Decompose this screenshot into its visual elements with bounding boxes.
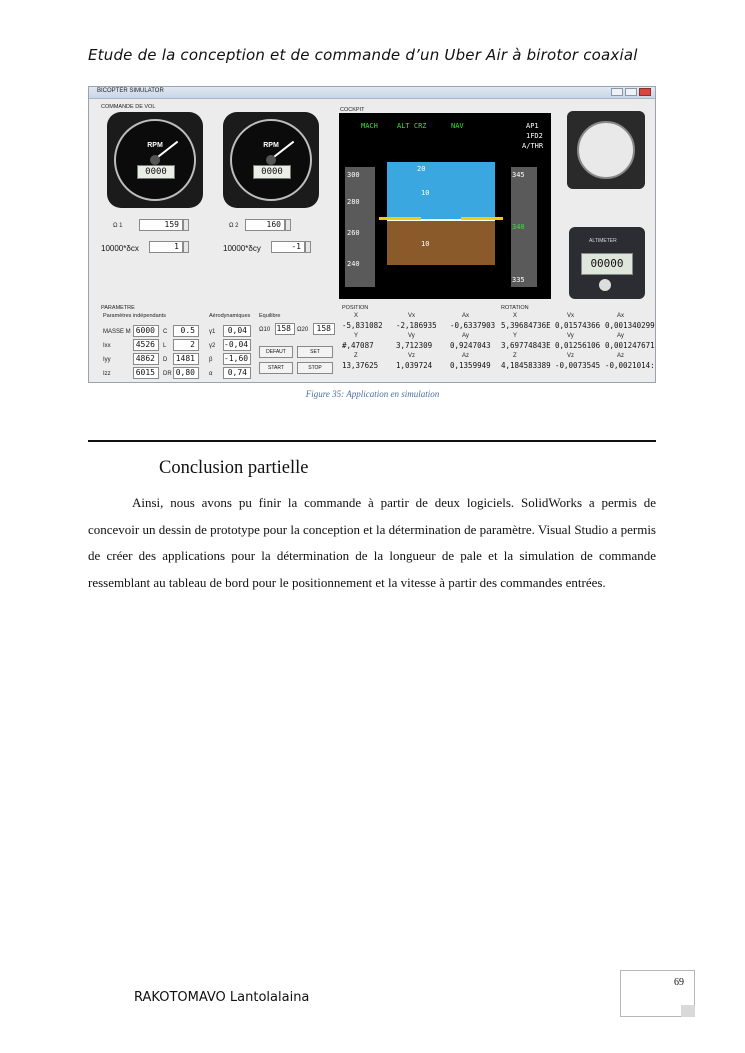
position-column-header: Ay [462, 333, 469, 339]
alt-tick: 335 [512, 276, 525, 284]
rotation-column-header: Vy [567, 333, 574, 339]
speed-tape [345, 167, 375, 287]
rotation-column-header: Vx [567, 313, 575, 319]
param-input[interactable]: 0,74 [223, 367, 251, 379]
eq-omega20-label: Ω20 [297, 327, 309, 333]
section-paragraph: Ainsi, nous avons pu finir la commande à partir de deux logiciels. SolidWorks a permis de concevoir un dessin de prototype pour la conception et la détermination de paramètre. Visual Studio a permis de créer des applications pour la détermination de la longueur de pale et la simulation de commande ressemblant au tableau de bord pour le positionnement et la vitesse à partir des commandes entrées. [88, 495, 656, 590]
fma-ap1: AP1 [526, 122, 539, 130]
rotation-column-header: Y [513, 333, 518, 339]
pitch-label: 10 [421, 240, 430, 248]
start-button[interactable]: START [259, 362, 293, 374]
position-value: #,47087 [342, 341, 374, 350]
footer-author: RAKOTOMAVO Lantolalaina [134, 990, 310, 1005]
rpm-gauge-2 [223, 112, 319, 208]
figure-caption: Figure 35: Application en simulation [305, 389, 440, 399]
eq-omega10-input[interactable]: 158 [275, 323, 295, 335]
gauge-lcd-display: 0000 [137, 165, 175, 179]
page-number: 69 [674, 977, 684, 988]
rotation-column-header: Ay [617, 333, 624, 339]
aircraft-symbol-right [461, 217, 503, 220]
alt-readout: 340 [512, 223, 525, 231]
fma-mach: MACH [361, 122, 378, 130]
cy-input[interactable]: -1 [271, 241, 305, 253]
primary-flight-display [339, 113, 551, 299]
param-input[interactable]: -1,60 [223, 353, 251, 365]
rotation-value: 3,69774843E [501, 341, 551, 350]
altimeter-lcd: 00000 [581, 253, 633, 275]
param-input[interactable]: -0,04 [223, 339, 251, 351]
rotation-value: -0,0021014: [605, 361, 655, 370]
gauge-hub [150, 155, 160, 165]
param-label: D [163, 357, 168, 363]
param-input[interactable]: 0,80 [173, 367, 199, 379]
param-label: DR [163, 371, 172, 377]
position-value: -5,831082 [342, 321, 383, 330]
eq-omega10-label: Ω10 [259, 327, 271, 333]
param-label: α [209, 371, 213, 377]
cy-spinner[interactable] [305, 241, 311, 253]
rotation-value: 0,01256106 [555, 341, 601, 350]
position-value: -2,186935 [396, 321, 437, 330]
param-label: Iyy [103, 357, 111, 363]
rotation-value: 4,184583389 [501, 361, 551, 370]
rotation-column-header: Ax [617, 313, 625, 319]
cx-spinner[interactable] [183, 241, 189, 253]
param-label: γ2 [209, 343, 216, 349]
omega2-spinner[interactable] [285, 219, 291, 231]
fma-nav: NAV [451, 122, 464, 130]
fma-fd: 1FD2 [526, 132, 543, 140]
position-title: POSITION [342, 305, 369, 311]
cy-label: 10000*δcy [223, 244, 261, 253]
eq-omega20-input[interactable]: 158 [313, 323, 335, 335]
pitch-label: 20 [417, 165, 426, 173]
position-column-header: Y [354, 333, 359, 339]
gauge-rpm-label: RPM [263, 142, 279, 149]
speed-tick: 260 [347, 229, 360, 237]
position-column-header: X [354, 313, 359, 319]
rotation-value: 0,001247671 [605, 341, 655, 350]
omega1-input[interactable]: 159 [139, 219, 183, 231]
window-title: BICOPTER SIMULATOR [97, 88, 164, 94]
param-label: C [163, 329, 168, 335]
param-input[interactable]: 6000 [133, 325, 159, 337]
section-divider [88, 440, 656, 442]
aircraft-symbol-left [379, 217, 421, 220]
param-label: β [209, 357, 213, 363]
window-titlebar [89, 87, 655, 99]
position-value: -0,6337903 [450, 321, 496, 330]
param-input[interactable]: 2 [173, 339, 199, 351]
omega1-spinner[interactable] [183, 219, 189, 231]
position-value: 3,712309 [396, 341, 433, 350]
rotation-title: ROTATION [501, 305, 529, 311]
parametre-sub3: Equilibre [259, 313, 281, 319]
speed-tick: 280 [347, 198, 360, 206]
simulator-screenshot-figure [88, 86, 656, 383]
rotation-column-header: Vz [567, 353, 575, 359]
param-input[interactable]: 6015 [133, 367, 159, 379]
altimeter-instrument [569, 227, 645, 299]
param-label: L [163, 343, 167, 349]
rotation-value: 0,01574366 [555, 321, 601, 330]
omega2-label: Ω 2 [229, 223, 239, 229]
position-column-header: Vz [408, 353, 416, 359]
page-fold-corner [681, 1005, 695, 1017]
param-label: MASSE M [103, 329, 131, 335]
rotation-value: -0,0073545 [555, 361, 601, 370]
minimize-button[interactable] [611, 88, 623, 96]
position-value: 0,9247043 [450, 341, 491, 350]
pitch-label: 10 [421, 189, 430, 197]
param-label: Izz [103, 371, 111, 377]
altimeter-label: ALTIMETER [589, 238, 617, 244]
param-label: Ixx [103, 343, 111, 349]
running-header-title: Etude de la conception et de commande d’un Uber Air à birotor coaxial [88, 46, 638, 64]
altimeter-knob[interactable] [599, 279, 611, 291]
gauge-rpm-label: RPM [147, 142, 163, 149]
attitude-ground [387, 220, 495, 265]
param-input[interactable]: 1481 [173, 353, 199, 365]
maximize-button[interactable] [625, 88, 637, 96]
omega2-input[interactable]: 160 [245, 219, 285, 231]
close-button[interactable] [639, 88, 651, 96]
position-column-header: Z [354, 353, 358, 359]
cx-label: 10000*δcx [101, 244, 139, 253]
attitude-sky [387, 162, 495, 220]
rotation-value: 0,001340299 [605, 321, 655, 330]
commande-group-label: COMMANDE DE VOL [101, 104, 156, 110]
cx-input[interactable]: 1 [149, 241, 183, 253]
speed-tick: 300 [347, 171, 360, 179]
rpm-gauge-1 [107, 112, 203, 208]
position-column-header: Vy [408, 333, 415, 339]
omega1-label: Ω 1 [113, 223, 123, 229]
fma-athr: A/THR [522, 142, 544, 150]
attitude-indicator-dial [577, 121, 635, 179]
attitude-indicator-instrument [567, 111, 645, 189]
rotation-column-header: Az [617, 353, 625, 359]
parametre-title: PARAMETRE [101, 305, 135, 311]
fma-alt-crz: ALT CRZ [397, 122, 427, 130]
rotation-column-header: Z [513, 353, 517, 359]
alt-tick: 345 [512, 171, 525, 179]
position-value: 0,1359949 [450, 361, 491, 370]
param-input[interactable]: 0,04 [223, 325, 251, 337]
rotation-column-header: X [513, 313, 518, 319]
speed-tick: 240 [347, 260, 360, 268]
gauge-hub [266, 155, 276, 165]
stop-button[interactable]: STOP [297, 362, 333, 374]
gauge-lcd-display: 0000 [253, 165, 291, 179]
param-label: γ1 [209, 329, 216, 335]
position-value: 1,039724 [396, 361, 433, 370]
position-column-header: Az [462, 353, 470, 359]
cockpit-group-label: COCKPIT [340, 107, 365, 113]
rotation-value: 5,39684736E [501, 321, 551, 330]
param-input[interactable]: 4526 [133, 339, 159, 351]
position-column-header: Vx [408, 313, 416, 319]
parametre-sub1: Paramètres indépendants [103, 313, 166, 319]
default-button[interactable]: DEFAUT [259, 346, 293, 358]
position-column-header: Ax [462, 313, 470, 319]
position-value: 13,37625 [342, 361, 379, 370]
parametre-sub2: Aérodynamiques [209, 313, 251, 319]
section-title: Conclusion partielle [159, 458, 309, 478]
param-input[interactable]: 0.5 [173, 325, 199, 337]
param-input[interactable]: 4862 [133, 353, 159, 365]
set-button[interactable]: SET [297, 346, 333, 358]
